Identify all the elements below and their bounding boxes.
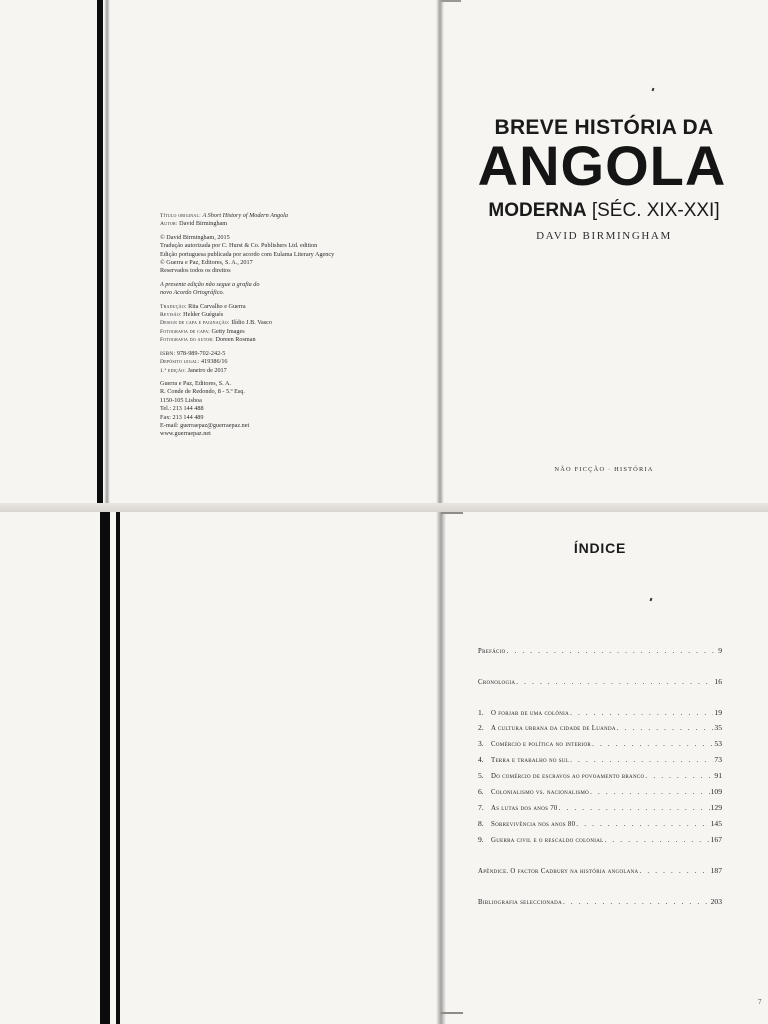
credit-value: Ilídio J.B. Vasco [231,319,272,327]
toc-entry-label: Terra e trabalho no sul [491,757,570,764]
legal-block [160,350,420,375]
toc-entry[interactable] [478,787,722,798]
binding-shadow-right [436,512,446,1024]
toc-entry[interactable] [478,723,722,734]
binding-shadow-left [97,0,103,512]
rights-line: Tradução autorizada por C. Hurst & Co. Publishers Ltd. edition [160,242,318,250]
toc-entry-label: Guerra civil e o rescaldo colonial [491,837,604,844]
publisher-line: 1150-105 Lisboa [160,396,202,404]
toc-entry-label: Bibliografia seleccionada [478,899,563,906]
note-line: A presente edição não segue a grafia do [160,280,260,288]
toc-page-number: 167 [710,835,722,844]
toc-leader [605,836,710,844]
rights-line: © Guerra e Paz, Editores, S. A., 2017 [160,259,253,267]
page-edge-mark [441,0,461,2]
toc-page-number: 73 [714,755,722,764]
toc-entry[interactable] [478,897,722,908]
note-line: novo Acordo Ortográfico. [160,289,225,297]
toc-entry[interactable] [478,835,722,846]
toc-leader [570,709,713,717]
toc-entry[interactable] [478,739,722,750]
legal-value: 419386/16 [201,358,228,366]
legal-value: Janeiro de 2017 [187,366,227,374]
rights-line: Reservados todos os direitos [160,267,231,275]
original-title-label: Título original: [160,213,201,219]
toc-leader [507,647,718,655]
toc-entry[interactable] [478,708,722,719]
toc-entry[interactable] [478,771,722,782]
toc-page-number: 9 [718,646,722,655]
page-edge-mark [441,512,463,514]
toc-entry[interactable] [478,819,722,830]
toc-chapter-number: 8. [478,819,484,828]
dust-speck [650,598,653,602]
toc-entry-label: O forjar de uma colónia [491,710,570,717]
copyright-block [160,212,420,444]
series-label: NÃO FICÇÃO · HISTÓRIA [554,466,654,473]
credit-line [160,336,420,344]
rights-line: © David Birmingham, 2015 [160,233,230,241]
toc-page-number: 16 [714,677,722,686]
author-name: David Birmingham [179,220,228,228]
credit-line [160,319,420,327]
original-title: A Short History of Modern Angola [202,212,288,219]
title-centuries: [SÉC. XIX-XXI] [591,200,720,221]
publisher-line: Tel.: 213 144 488 [160,405,204,413]
publisher-line: www.guerraepaz.net [160,430,211,438]
credits-block [160,303,420,345]
book-title-line1: BREVE HISTÓRIA DA [494,116,714,139]
toc-page-number: 129 [710,803,722,812]
toc-entry-label: Sobrevivência nos anos 80 [491,821,576,828]
title-moderna: MODERNA [488,200,587,221]
legal-line [160,367,420,375]
legal-value: 978-989-702-242-5 [176,349,226,357]
legal-line [160,350,420,358]
toc-page-number: 109 [710,787,722,796]
toc-entry-label: Do comércio de escravos ao povoamento branco [491,773,645,780]
publisher-line: Guerra e Paz, Editores, S. A. [160,379,231,387]
page-number: 7 [758,998,762,1006]
credit-value: Helder Guégués [183,311,224,319]
legal-line [160,358,420,366]
credit-label: Revisão: [160,312,182,319]
toc-entry[interactable] [478,803,722,814]
publisher-line: E-mail: guerraepaz@guerraepaz.net [160,421,250,429]
toc-leader [592,740,713,748]
toc-entry-label: Colonialismo vs. nacionalismo [491,789,590,796]
toc-page-number: 187 [710,866,722,875]
credit-value: Getty Images [211,327,245,335]
toc-entry-label: A cultura urbana da cidade de Luanda [491,725,616,732]
toc-leader [639,867,709,875]
page-edge-mark-bottom [441,1012,463,1014]
toc-chapter-number: 3. [478,739,484,748]
toc-chapter-number: 7. [478,803,484,812]
toc-leader [559,804,710,812]
rights-line: Edição portuguesa publicada por acordo com Eulama Literary Agency [160,250,335,258]
title-author: DAVID BIRMINGHAM [536,230,672,242]
binding-shadow-left [100,512,110,1024]
toc-page-number: 53 [714,739,722,748]
credit-label: Fotografia de capa: [160,328,210,335]
toc-entry[interactable] [478,646,722,657]
credit-label: Fotografia do autor: [160,337,214,344]
toc-leader [645,772,713,780]
credit-line [160,303,420,311]
toc-chapter-number: 9. [478,835,484,844]
book-title-line3 [456,200,752,222]
toc-leader [617,724,714,732]
toc-leader [590,788,710,796]
rights-block [160,234,420,276]
toc-entry-label: Comércio e política no interior [491,741,592,748]
toc-page-number: 19 [714,708,722,717]
toc-chapter-number: 6. [478,787,484,796]
publisher-block [160,380,420,439]
credit-label: Tradução: [160,303,187,310]
toc-leader [570,756,713,764]
binding-shadow-left-soft [104,0,110,512]
toc-entry-label: Prefácio [478,648,506,655]
toc-chapter-number: 4. [478,755,484,764]
toc-entry-label: As lutas dos anos 70 [491,805,558,812]
toc-entry-label: Apêndice. O factor Cadbury na história angolana [478,868,639,875]
publisher-line: R. Conde de Redondo, 8 - 5.º Esq. [160,388,245,396]
toc-leader [576,820,709,828]
toc-chapter-number: 2. [478,723,484,732]
dust-speck [652,88,655,92]
binding-shadow-left-inner [116,512,120,1024]
toc-chapter-number: 1. [478,708,484,717]
legal-label: 1.ª edição: [160,367,187,374]
toc-leader [516,678,713,686]
toc-page-number: 145 [710,819,722,828]
toc-leader [563,898,710,906]
binding-shadow-right [436,0,444,512]
toc-entry-label: Cronologia [478,679,516,686]
credit-line [160,328,420,336]
credit-value: Doreen Rosman [215,336,256,344]
spread-seam [0,503,768,512]
toc-page-number: 91 [714,771,722,780]
toc-entry[interactable] [478,677,722,688]
toc-page-number: 203 [710,897,722,906]
orthography-note [160,281,420,298]
author-label: Autor: [160,221,178,228]
legal-label: Depósito legal: [160,359,200,366]
index-title: ÍNDICE [573,540,627,556]
credit-line [160,311,420,319]
book-title-angola: ANGOLA [477,134,727,197]
legal-label: ISBN: [160,350,176,357]
original-title-block [160,212,420,229]
publisher-line: Fax: 213 144 489 [160,413,204,421]
toc-entry[interactable] [478,755,722,766]
toc-entry[interactable] [478,866,722,877]
toc-chapter-number: 5. [478,771,484,780]
toc-page-number: 35 [714,723,722,732]
credit-label: Design de capa e paginação: [160,320,230,327]
credit-value: Rita Carvalho e Guerra [188,302,246,310]
spread-bottom [0,512,768,1024]
